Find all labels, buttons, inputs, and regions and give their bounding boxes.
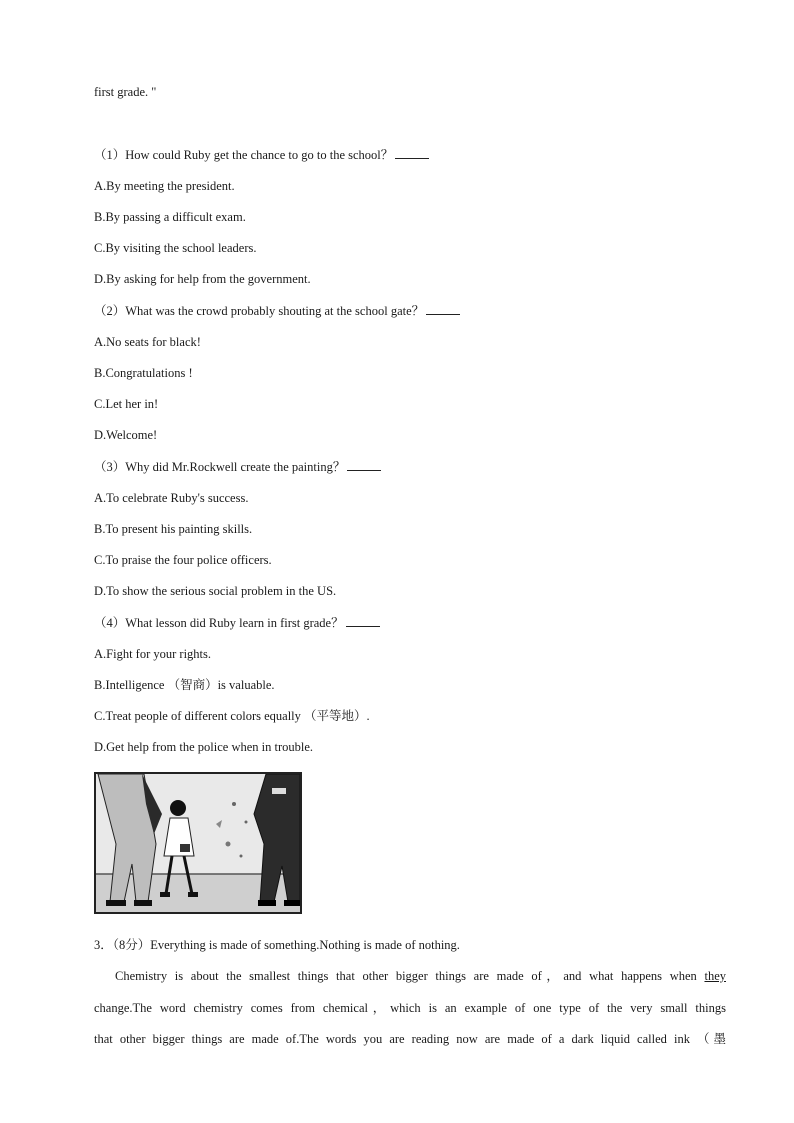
passage-tail: first grade. "	[94, 85, 157, 99]
ruby-painting-photo	[94, 772, 302, 914]
question-4-option-a: A.Fight for your rights.	[94, 647, 212, 661]
question-4-option-c: C.Treat people of different colors equally （平等地）.	[94, 709, 370, 723]
question-4-stem: （4）What lesson did Ruby learn in first grade？	[94, 615, 380, 631]
question-2-option-c: C.Let her in!	[94, 397, 159, 411]
question-1-option-d: D.By asking for help from the government.	[94, 272, 311, 286]
question-2-option-b: B.Congratulations !	[94, 366, 193, 380]
answer-blank[interactable]	[346, 615, 380, 627]
section-3-paragraph-line-1: Chemistry is about the smallest things that other bigger things are made of，and what happens when they	[115, 969, 726, 983]
question-3-option-c: C.To praise the four police officers.	[94, 553, 272, 567]
question-2-option-a: A.No seats for black!	[94, 335, 201, 349]
answer-blank[interactable]	[395, 147, 429, 159]
question-3-option-d: D.To show the serious social problem in the US.	[94, 584, 337, 598]
answer-blank[interactable]	[426, 303, 460, 315]
question-4-option-b: B.Intelligence （智商）is valuable.	[94, 678, 275, 692]
question-2-option-d: D.Welcome!	[94, 428, 158, 442]
question-1-option-c: C.By visiting the school leaders.	[94, 241, 257, 255]
question-1-stem: （1）How could Ruby get the chance to go to the school？	[94, 147, 429, 163]
question-1-option-b: B.By passing a difficult exam.	[94, 210, 246, 224]
question-3-option-b: B.To present his painting skills.	[94, 522, 253, 536]
question-4-option-d: D.Get help from the police when in trouble.	[94, 740, 314, 754]
question-3-option-a: A.To celebrate Ruby's success.	[94, 491, 249, 505]
section-3-heading: 3．（8分）Everything is made of something.Nothing is made of nothing.	[94, 938, 460, 952]
question-2-stem: （2）What was the crowd probably shouting at the school gate？	[94, 303, 460, 319]
painting-illustration	[96, 774, 300, 912]
answer-blank[interactable]	[347, 459, 381, 471]
section-3-paragraph-line-3: that other bigger things are made of.The words you are reading now are made of a dark liquid called ink （墨	[94, 1032, 726, 1046]
question-1-option-a: A.By meeting the president.	[94, 179, 235, 193]
question-3-stem: （3）Why did Mr.Rockwell create the painting？	[94, 459, 381, 475]
underlined-word-they: they	[704, 969, 726, 983]
section-3-paragraph-line-2: change.The word chemistry comes from chemical，which is an example of one type of the very small things	[94, 1001, 726, 1015]
